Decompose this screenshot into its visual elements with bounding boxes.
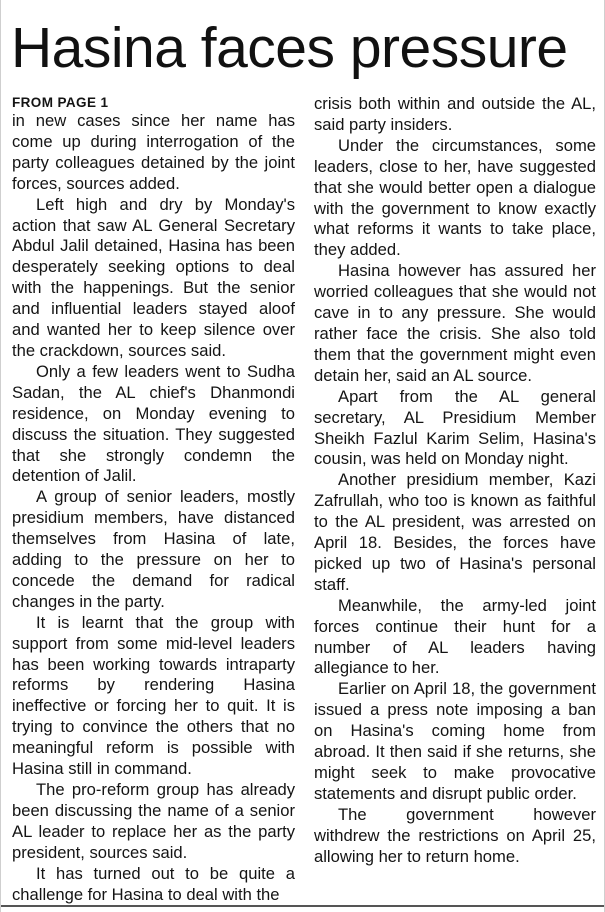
paragraph: The government however withdrew the restrictions on April 25, allowing her to return home. [314, 804, 596, 866]
paragraph: A group of senior leaders, mostly presidium members, have distanced themselves from Hasina of late, adding to the pressure on her to concede the demand for radical changes in the party. [12, 487, 295, 611]
paragraph: Earlier on April 18, the government issued a press note imposing a ban on Hasina's coming home from abroad. It then said if she returns, she might seek to make provocative statements and disrupt public order. [314, 679, 596, 803]
right-column [314, 94, 596, 868]
paragraph: crisis both within and outside the AL, said party insiders. [314, 94, 596, 134]
paragraph: Only a few leaders went to Sudha Sadan, the AL chief's Dhanmondi residence, on Monday evening to discuss the situation. They suggested that she strongly condemn the detention of Jalil. [12, 361, 295, 486]
paragraph: Hasina however has assured her worried colleagues that she would not cave in to any pressure. She would rather face the crisis. She also told them that the government might even detain her, said an AL source. [314, 261, 596, 385]
paragraph: Left high and dry by Monday's action that saw AL General Secretary Abdul Jalil detained, Hasina has been desperately seeking options to deal with the happenings. But the senior and influential leaders stayed aloof and wanted her to keep silence over the crackdown, sources said. [12, 194, 295, 360]
left-column [12, 94, 295, 905]
paragraph: Apart from the AL general secretary, AL Presidium Member Sheikh Fazlul Karim Selim, Hasina's cousin, was held on Monday night. [314, 386, 596, 469]
paragraph: in new cases since her name has come up during interrogation of the party colleagues detained by the joint forces, sources added. [12, 111, 295, 193]
paragraph: Another presidium member, Kazi Zafrullah, who too is known as faithful to the AL president, was arrested on April 18. Besides, the forces have picked up two of Hasina's personal staff. [314, 470, 596, 594]
kicker: FROM PAGE 1 [12, 95, 109, 110]
paragraph: It is learnt that the group with support from some mid-level leaders has been working towards intraparty reforms by rendering Hasina ineffective or forcing her to quit. It is trying to convince the others that no meaningful reform is possible with Hasina still in command. [12, 612, 295, 779]
headline: Hasina faces pressure [11, 16, 568, 80]
paragraph: It has turned out to be quite a challenge for Hasina to deal with the [12, 863, 295, 904]
paragraph: Under the circumstances, some leaders, close to her, have suggested that she would better open a dialogue with the government to know exactly what reforms it wants to take place, they added. [314, 135, 596, 260]
bottom-rule [1, 905, 604, 907]
paragraph: The pro-reform group has already been discussing the name of a senior AL leader to replace her as the party president, sources said. [12, 780, 295, 862]
paragraph: Meanwhile, the army-led joint forces continue their hunt for a number of AL leaders having allegiance to her. [314, 595, 596, 678]
